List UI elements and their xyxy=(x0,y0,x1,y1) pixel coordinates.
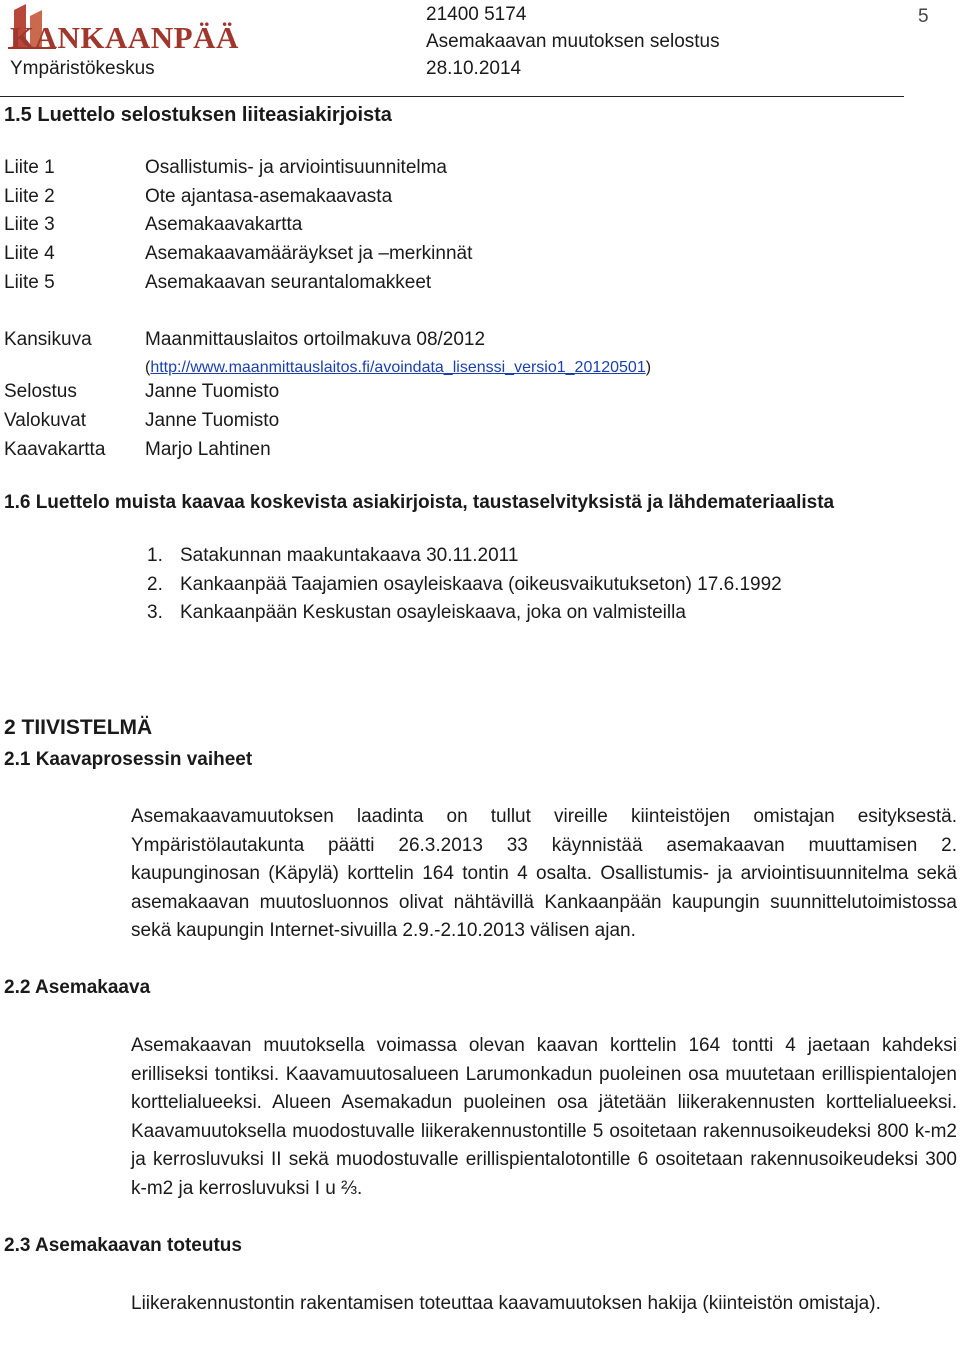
section-2-2-paragraph: Asemakaavan muutoksella voimassa olevan kaavan korttelin 164 tontti 4 jaetaan kahdeksi erilliseksi tontiksi. Kaavamuutosalueen Larumonkadun puoleinen osa muutetaan erillispientalojen korttelialueeksi. Alueen Asemakadun puoleinen osa jätetään liikerakennusten korttelialueeksi. Kaavamuutoksella muodostuvalle liikerakennustontille 5 osoitetaan rakennusoikeudeksi 800 k-m2 ja kerrosluvuksi II sekä muodostuvalle erillispientalotontille 6 osoitetaan rakennusoikeudeksi 300 k-m2 ja kerrosluvuksi I u ⅔. xyxy=(131,1035,957,1199)
section-1-6-heading: 1.6 Luettelo muista kaavaa koskevista asiakirjoista, taustaselvityksistä ja lähdemateriaalista xyxy=(4,492,835,513)
list-item: Satakunnan maakuntakaava 30.11.2011 xyxy=(180,545,519,566)
appendix-text: Asemakaavakartta xyxy=(145,214,303,235)
credit-label: Selostus xyxy=(4,381,77,402)
appendix-label: Liite 1 xyxy=(4,157,55,178)
link-close-paren: ) xyxy=(645,359,652,376)
link-open-paren: ( xyxy=(145,359,151,376)
appendix-label: Liite 5 xyxy=(4,272,55,293)
credit-label: Valokuvat xyxy=(4,410,87,431)
credit-label: Kaavakartta xyxy=(4,439,106,460)
header-date: 28.10.2014 xyxy=(426,58,522,79)
appendix-label: Liite 2 xyxy=(4,186,55,207)
section-1-5-heading: 1.5 Luettelo selostuksen liiteasiakirjoista xyxy=(4,104,392,126)
appendix-text: Asemakaavan seurantalomakkeet xyxy=(145,272,432,293)
header-doc-number: 21400 5174 xyxy=(426,4,527,25)
page-number: 5 xyxy=(918,6,929,27)
logo-text: KANKAANPÄÄ xyxy=(10,20,239,55)
header-doc-title: Asemakaavan muutoksen selostus xyxy=(426,31,720,52)
list-item-number: 2. xyxy=(147,574,163,595)
section-2-1-paragraph: Asemakaavamuutoksen laadinta on tullut vireille kiinteistöjen omistajan esityksestä. Ympäristölautakunta päätti 26.3.2013 33 käynnistää asemakaavan muuttamisen 2. kaupunginosan (Käpylä) korttelin 164 tontin 4 osalta. Osallistumis- ja arviointisuunnitelma sekä asemakaavan muutosluonnos olivat nähtävillä Kankaanpään kaupungin suunnittelutoimistossa sekä kaupungin Internet-sivuilla 2.9.-2.10.2013 välisen ajan. xyxy=(131,806,957,942)
section-2-3-heading: 2.3 Asemakaavan toteutus xyxy=(4,1235,242,1256)
appendix-label: Liite 3 xyxy=(4,214,55,235)
source-link-line xyxy=(145,357,651,379)
list-item: Kankaanpään Keskustan osayleiskaava, joka on valmisteilla xyxy=(180,602,686,623)
credit-text: Maanmittauslaitos ortoilmakuva 08/2012 xyxy=(145,329,486,350)
section-2-1-heading: 2.1 Kaavaprosessin vaiheet xyxy=(4,749,253,770)
credit-text: Janne Tuomisto xyxy=(145,381,280,402)
credit-label: Kansikuva xyxy=(4,329,92,350)
section-2-heading: 2 TIIVISTELMÄ xyxy=(4,716,153,739)
appendix-text: Asemakaavamääräykset ja –merkinnät xyxy=(145,243,473,264)
appendix-text: Osallistumis- ja arviointisuunnitelma xyxy=(145,157,447,178)
section-2-2-heading: 2.2 Asemakaava xyxy=(4,977,151,998)
section-2-3-paragraph: Liikerakennustontin rakentamisen toteuttaa kaavamuutoksen hakija (kiinteistön omistaja). xyxy=(131,1293,881,1314)
list-item-number: 3. xyxy=(147,602,163,623)
credit-text: Marjo Lahtinen xyxy=(145,439,271,460)
appendix-label: Liite 4 xyxy=(4,243,55,264)
credit-text: Janne Tuomisto xyxy=(145,410,280,431)
source-link[interactable]: http://www.maanmittauslaitos.fi/avoindata_lisenssi_versio1_20120501 xyxy=(150,359,646,376)
header-department: Ympäristökeskus xyxy=(10,58,155,79)
appendix-text: Ote ajantasa-asemakaavasta xyxy=(145,186,393,207)
list-item: Kankaanpää Taajamien osayleiskaava (oikeusvaikutukseton) 17.6.1992 xyxy=(180,574,782,595)
list-item-number: 1. xyxy=(147,545,163,566)
header-divider xyxy=(0,96,904,97)
